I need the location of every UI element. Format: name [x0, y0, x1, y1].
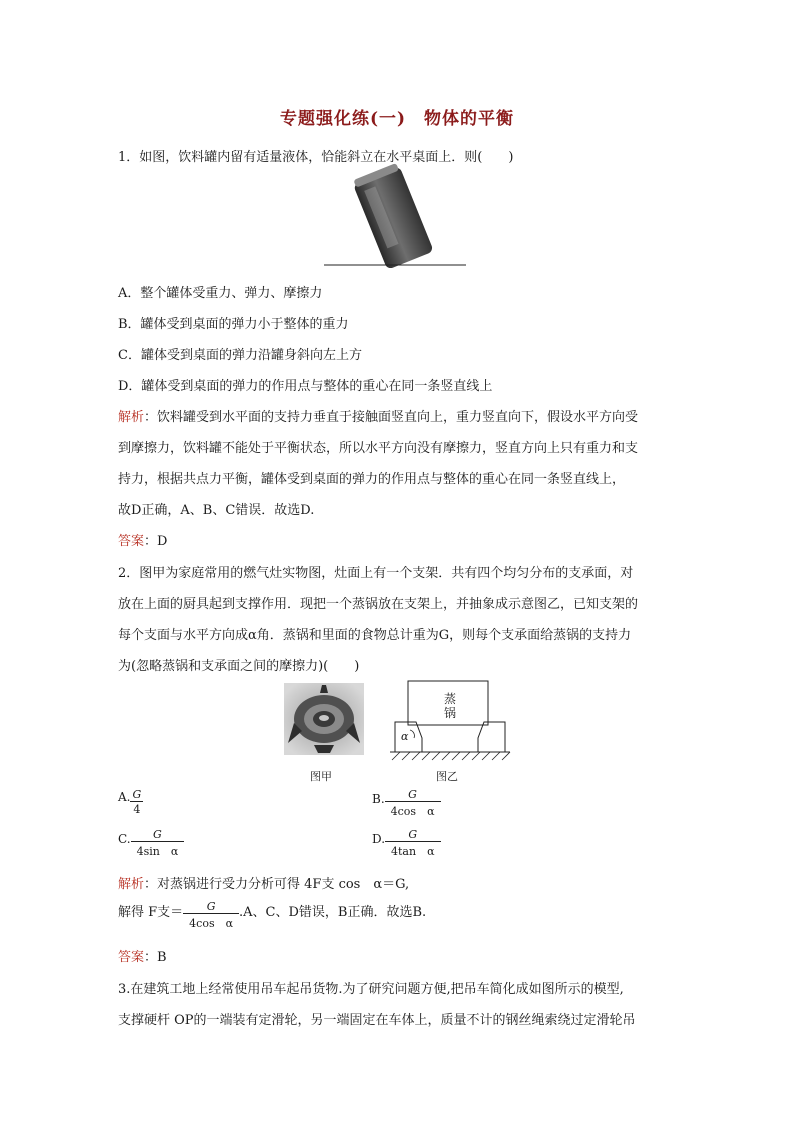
- q1-answer: 答案：D: [118, 534, 168, 549]
- answer-label: 答案: [118, 534, 145, 549]
- q1-option-d: D．罐体受到桌面的弹力的作用点与整体的重心在同一条竖直线上: [118, 379, 493, 394]
- pot-label: 蒸锅: [444, 692, 457, 720]
- alpha-label: α: [401, 730, 409, 743]
- q1-option-b: B．罐体受到桌面的弹力小于整体的重力: [118, 317, 349, 332]
- can-figure: [320, 162, 470, 268]
- q2-option-d: D. $\frac{G}{\text{4tan α}}$: [372, 828, 441, 859]
- q1-option-c: C．罐体受到桌面的弹力沿罐身斜向左上方: [118, 348, 362, 363]
- q1-analysis-line-1: 解析：饮料罐受到水平面的支持力垂直于接触面竖直向上，重力竖直向下，假设水平方向受: [118, 410, 639, 425]
- q2-stem-line-1: 2．图甲为家庭常用的燃气灶实物图，灶面上有一个支架．共有四个均匀分布的支承面，对: [118, 566, 634, 581]
- analysis-label: 解析: [118, 410, 145, 425]
- q2-option-c: C. $\frac{G}{\text{4sin α}}$: [118, 828, 184, 859]
- q1-stem: 1．如图，饮料罐内留有适量液体，恰能斜立在水平桌面上．则( ): [118, 150, 514, 165]
- q2-stem-line-2: 放在上面的厨具起到支撑作用．现把一个蒸锅放在支架上，并抽象成示意图乙，已知支架的: [118, 597, 639, 612]
- q2-answer: 答案：B: [118, 950, 167, 965]
- q1-option-a: A．整个罐体受重力、弹力、摩擦力: [118, 286, 323, 301]
- q3-stem-line-2: 支撑硬杆 OP的一端装有定滑轮，另一端固定在车体上，质量不计的钢丝绳索绕过定滑轮吊: [118, 1013, 636, 1028]
- q1-analysis-line-4: 故D正确，A、B、C错误．故选D.: [118, 503, 315, 518]
- stove-photo: [284, 683, 364, 755]
- q1-analysis-line-3: 持力，根据共点力平衡，罐体受到桌面的弹力的作用点与整体的重心在同一条竖直线上，: [118, 472, 626, 487]
- figure-jia-caption: 图甲: [310, 770, 332, 783]
- q1-analysis-line-2: 到摩擦力，饮料罐不能处于平衡状态，所以水平方向没有摩擦力，竖直方向上只有重力和支: [118, 441, 639, 456]
- q3-stem-line-1: 3.在建筑工地上经常使用吊车起吊货物.为了研究问题方便,把吊车简化成如图所示的模型,: [118, 982, 624, 997]
- figure-yi-caption: 图乙: [436, 770, 458, 783]
- q2-analysis-line-1: 解析：对蒸锅进行受力分析可得 4F支 cos α＝G,: [118, 877, 410, 892]
- q2-stem-line-3: 每个支面与水平方向成α角．蒸锅和里面的食物总计重为G，则每个支承面给蒸锅的支持力: [118, 628, 632, 643]
- q2-option-a: A. $\frac{G}{4}$: [118, 788, 142, 816]
- analysis-label: 解析: [118, 877, 145, 892]
- answer-label: 答案: [118, 950, 145, 965]
- q2-option-b: B. $\frac{G}{\text{4cos α}}$: [372, 788, 441, 819]
- q2-stem-line-4: 为(忽略蒸锅和支承面之间的摩擦力)( ): [118, 659, 360, 674]
- page-title: 专题强化练(一) 物体的平衡: [279, 109, 515, 129]
- q2-solve-line: 解得 F支＝ $\frac{G}{\text{4cos α}}$ .A、C、D错误，B正确．故选B.: [118, 900, 427, 930]
